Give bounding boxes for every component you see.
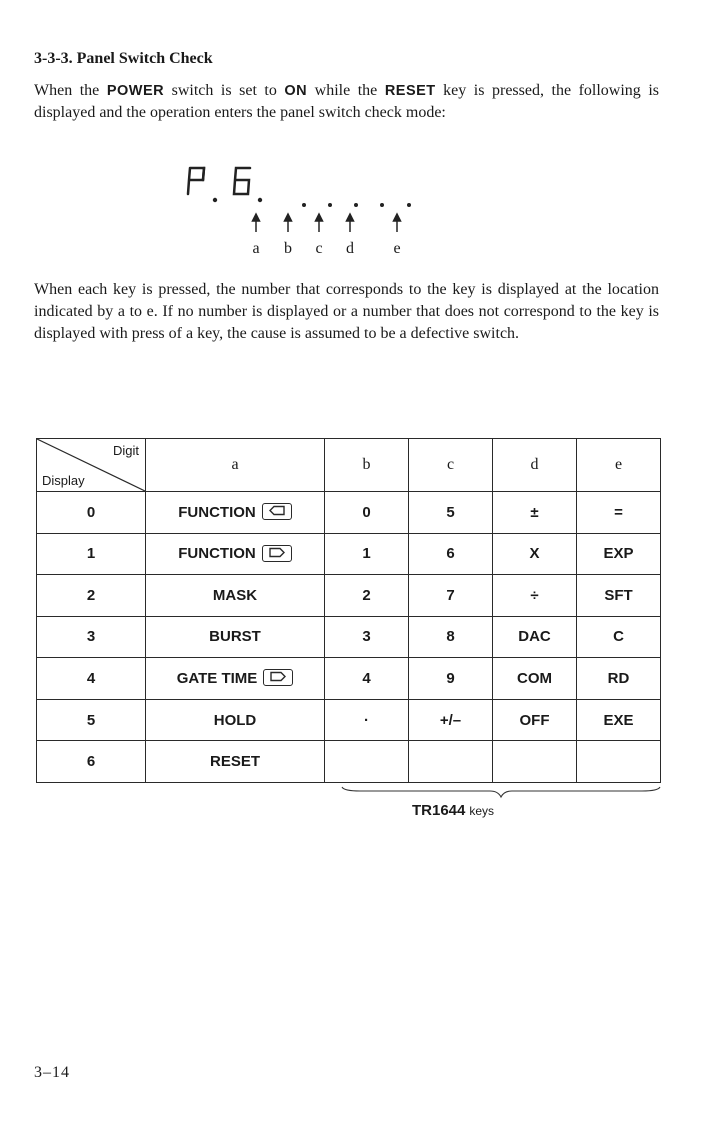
key-cell-d: OFF	[493, 699, 577, 741]
table-row	[37, 658, 661, 700]
key-cell-d: DAC	[493, 616, 577, 658]
power-keyword: POWER	[106, 83, 165, 99]
intro-text: while the	[307, 82, 385, 99]
key-cell-b: 2	[325, 575, 409, 617]
key-cell-c: 7	[409, 575, 493, 617]
digit-label: Digit	[112, 443, 139, 458]
key-cell-a	[146, 658, 325, 700]
table-header-row	[37, 439, 661, 492]
key-cell-b: ·	[325, 699, 409, 741]
key-cell-a	[146, 492, 325, 534]
on-keyword: ON	[284, 83, 308, 99]
seven-segment-display	[180, 160, 440, 260]
display-cell: 1	[37, 533, 146, 575]
key-cell-b: 1	[325, 533, 409, 575]
caption-suffix: keys	[469, 804, 495, 818]
column-header-b: b	[325, 439, 409, 492]
section-heading: 3-3-3. Panel Switch Check	[34, 50, 213, 67]
arrow-right-key-icon	[263, 669, 293, 686]
column-header-a: a	[146, 439, 325, 492]
model-name: TR1644	[412, 802, 466, 819]
reset-keyword: RESET	[384, 83, 436, 99]
description-paragraph: When each key is pressed, the number that corresponds to the key is displayed at the location indicated by a to e. If no number is displayed or a number that does not correspond to the key is displayed with press of a key, the cause is assumed to be a defective switch.	[34, 281, 659, 342]
table-row	[37, 616, 661, 658]
table-row	[37, 492, 661, 534]
intro-text: key is pressed, the following is displayed and the operation enters the panel switch check mode:	[34, 82, 660, 121]
page-number: 3–14	[34, 1064, 70, 1081]
key-label: FUNCTION	[178, 503, 256, 521]
key-cell-a: MASK	[146, 575, 325, 617]
key-cell-e: SFT	[577, 575, 661, 617]
key-cell-d: ±	[493, 492, 577, 534]
position-label-c: c	[315, 240, 323, 257]
key-cell-d: X	[493, 533, 577, 575]
position-label-e: e	[393, 240, 401, 257]
keys-caption	[412, 802, 494, 819]
table-row	[37, 699, 661, 741]
key-cell-c: +/–	[409, 699, 493, 741]
display-cell: 3	[37, 616, 146, 658]
key-cell-e: EXP	[577, 533, 661, 575]
display-cell: 5	[37, 699, 146, 741]
key-label: FUNCTION	[178, 545, 256, 563]
display-cell: 2	[37, 575, 146, 617]
panel-switch-table	[36, 438, 661, 783]
display-cell: 6	[37, 741, 146, 783]
position-label-a: a	[252, 240, 260, 257]
column-header-d: d	[493, 439, 577, 492]
arrow-right-key-icon	[262, 545, 292, 562]
key-cell-c: 6	[409, 533, 493, 575]
key-cell-a	[146, 533, 325, 575]
key-cell-b: 0	[325, 492, 409, 534]
key-cell-e: C	[577, 616, 661, 658]
key-cell-e	[577, 741, 661, 783]
keys-bracket	[340, 785, 662, 799]
key-label: GATE TIME	[176, 669, 258, 687]
key-cell-d: COM	[493, 658, 577, 700]
key-cell-e: EXE	[577, 699, 661, 741]
key-cell-c: 5	[409, 492, 493, 534]
column-header-e: e	[577, 439, 661, 492]
display-cell: 0	[37, 492, 146, 534]
key-cell-a: HOLD	[146, 699, 325, 741]
column-header-c: c	[409, 439, 493, 492]
key-cell-b: 4	[325, 658, 409, 700]
key-cell-e: =	[577, 492, 661, 534]
key-cell-a: BURST	[146, 616, 325, 658]
key-cell-c: 9	[409, 658, 493, 700]
arrow-left-key-icon	[262, 503, 292, 520]
key-cell-e: RD	[577, 658, 661, 700]
corner-header	[37, 439, 146, 492]
table-row	[37, 575, 661, 617]
key-cell-c	[409, 741, 493, 783]
key-cell-c: 8	[409, 616, 493, 658]
intro-paragraph	[34, 80, 659, 124]
key-cell-d: ÷	[493, 575, 577, 617]
position-label-d: d	[346, 240, 354, 257]
key-cell-b: 3	[325, 616, 409, 658]
intro-text: When the	[34, 82, 107, 99]
position-label-b: b	[284, 240, 292, 257]
display-label: Display	[42, 473, 85, 488]
table-row	[37, 533, 661, 575]
intro-text: switch is set to	[164, 82, 285, 99]
key-cell-d	[493, 741, 577, 783]
key-cell-a: RESET	[146, 741, 325, 783]
table-row	[37, 741, 661, 783]
display-cell: 4	[37, 658, 146, 700]
key-cell-b	[325, 741, 409, 783]
